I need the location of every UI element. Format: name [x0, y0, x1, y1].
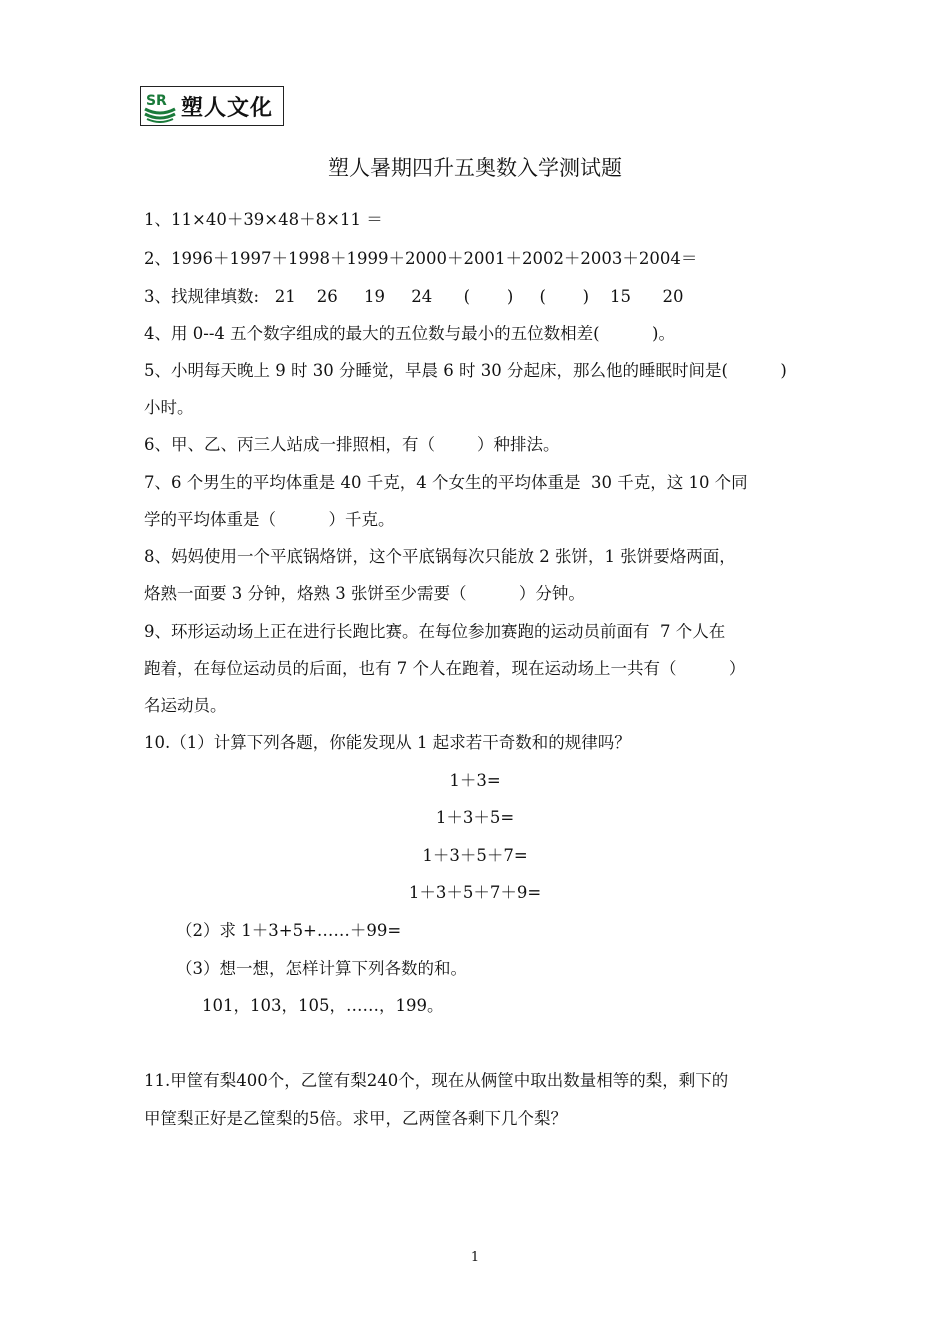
question-10-intro: 10.（1）计算下列各题，你能发现从 1 起求若干奇数和的规律吗？ — [144, 733, 631, 752]
question-10-part-2: （2）求 1＋3+5+……＋99= — [176, 921, 402, 940]
svg-text:R: R — [156, 93, 167, 109]
question-7-line-2: 学的平均体重是（ ）千克。 — [144, 510, 395, 529]
equation-3: 1＋3＋5＋7= — [422, 846, 528, 865]
question-10-sequence: 101，103，105，……，199。 — [202, 996, 444, 1015]
question-5-line-1: 5、小明每天晚上 9 时 30 分睡觉，早晨 6 时 30 分起床，那么他的睡眠时间是( ) — [144, 361, 787, 380]
question-2: 2、1996＋1997＋1998＋1999＋2000＋2001＋2002＋2003＋2004＝ — [144, 249, 698, 268]
page-title: 塑人暑期四升五奥数入学测试题 — [328, 156, 622, 180]
question-9-line-3: 名运动员。 — [144, 696, 227, 715]
question-7-line-1: 7、6 个男生的平均体重是 40 千克，4 个女生的平均体重是 30 千克，这 10 个同 — [144, 473, 748, 492]
question-8-line-2: 烙熟一面要 3 分钟，烙熟 3 张饼至少需要（ ）分钟。 — [144, 584, 585, 603]
question-4: 4、用 0--4 五个数字组成的最大的五位数与最小的五位数相差( )。 — [144, 324, 675, 343]
question-1: 1、11×40＋39×48＋8×11 ＝ — [144, 210, 383, 229]
question-9-line-2: 跑着，在每位运动员的后面，也有 7 个人在跑着，现在运动场上一共有（ ） — [144, 659, 746, 678]
question-5-line-2: 小时。 — [144, 398, 194, 417]
equation-1: 1＋3= — [449, 771, 501, 790]
question-11-line-1: 11.甲筐有梨400个，乙筐有梨240个，现在从俩筐中取出数量相等的梨，剩下的 — [144, 1071, 729, 1090]
question-9-line-1: 9、环形运动场上正在进行长跑比赛。在每位参加赛跑的运动员前面有 7 个人在 — [144, 622, 726, 641]
question-8-line-1: 8、妈妈使用一个平底锅烙饼，这个平底锅每次只能放 2 张饼，1 张饼要烙两面， — [144, 547, 736, 566]
brand-logo — [140, 86, 284, 126]
question-11-line-2: 甲筐梨正好是乙筐梨的5倍。求甲，乙两筐各剩下几个梨？ — [144, 1109, 567, 1128]
question-6: 6、甲、乙、丙三人站成一排照相，有（ ）种排法。 — [144, 435, 560, 454]
equation-2: 1＋3＋5= — [435, 808, 515, 827]
logo-mark-icon — [143, 89, 177, 123]
svg-text:S: S — [146, 93, 157, 109]
question-3: 3、找规律填数: 21 26 19 24 ( ) ( ) 15 20 — [144, 287, 684, 306]
question-10-part-3: （3）想一想，怎样计算下列各数的和。 — [176, 959, 467, 978]
equation-4: 1＋3＋5＋7＋9= — [408, 883, 542, 902]
logo-text: 塑人文化 — [181, 95, 274, 121]
page-number: 1 — [470, 1250, 480, 1265]
